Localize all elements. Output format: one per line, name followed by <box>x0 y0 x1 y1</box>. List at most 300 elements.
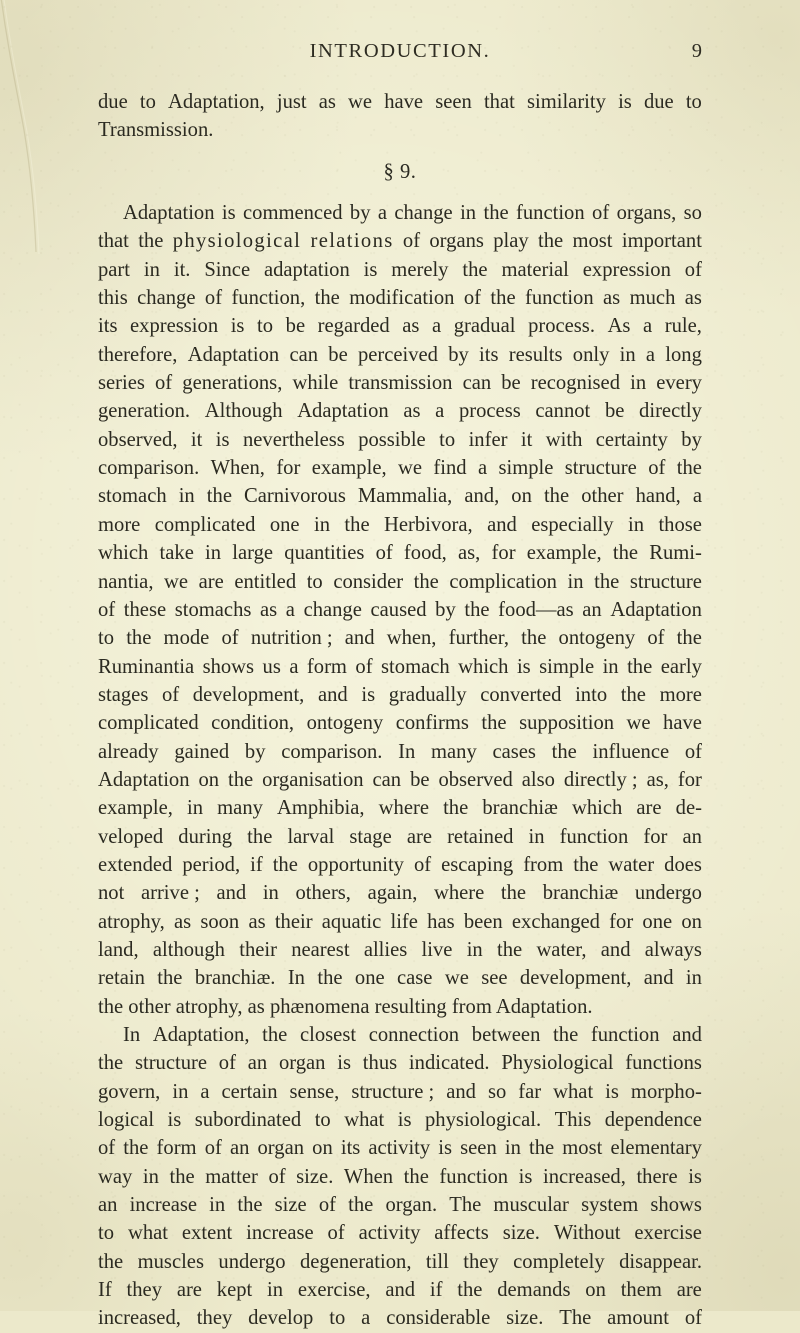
word: exercise <box>634 1222 702 1245</box>
text-line <box>98 1191 702 1219</box>
word: Adaptation <box>98 768 190 791</box>
word: many <box>217 797 263 820</box>
word: one <box>642 910 673 933</box>
word: Mammalia, <box>357 485 453 508</box>
word: in <box>685 967 702 990</box>
word: the <box>98 1250 124 1273</box>
word: between <box>471 1024 541 1046</box>
word: simple <box>498 457 554 480</box>
word: and <box>344 627 375 650</box>
word: to <box>306 570 323 593</box>
word: development, <box>192 683 305 706</box>
word: Although <box>204 400 283 423</box>
word: recognised <box>530 372 620 395</box>
word: it <box>520 428 533 451</box>
word: one <box>269 513 300 536</box>
text-line <box>98 794 702 822</box>
word: entitled <box>234 570 297 593</box>
text-line <box>98 227 702 255</box>
word: aquatic <box>321 910 382 933</box>
text-line <box>98 511 702 539</box>
word: live <box>421 938 453 961</box>
word: is <box>361 683 376 706</box>
word: seen <box>435 91 472 113</box>
word: Since <box>204 258 251 281</box>
text-line <box>98 596 702 624</box>
text-line <box>98 312 702 340</box>
word: for <box>643 825 668 848</box>
word: of <box>648 457 666 480</box>
word: If <box>98 1279 112 1302</box>
word: comparison. <box>98 457 200 480</box>
word: to <box>98 1222 115 1245</box>
word: case <box>397 967 433 990</box>
text-line <box>98 1248 702 1276</box>
word: stomachs <box>174 598 252 621</box>
word: In <box>287 967 305 990</box>
word: matter <box>205 1165 258 1188</box>
word: the <box>262 1024 288 1046</box>
text-line: the other atrophy, as phænomena resulting from Adaptation. <box>98 995 593 1018</box>
word: in <box>528 825 545 848</box>
word: complication <box>449 570 557 593</box>
word: When, <box>210 457 265 480</box>
word: on <box>681 910 702 933</box>
word: be <box>328 343 348 366</box>
word: change <box>394 202 453 225</box>
word: of <box>221 627 239 650</box>
word: is <box>605 1080 619 1103</box>
word: till <box>425 1250 449 1273</box>
word: gained <box>174 740 230 763</box>
text-line <box>98 199 702 227</box>
word: although <box>152 938 225 961</box>
text-line <box>98 284 702 312</box>
word: as, <box>458 542 481 565</box>
word: de- <box>675 797 702 820</box>
word: of <box>684 740 702 763</box>
word: exchanged <box>511 910 600 933</box>
word: extent <box>181 1222 233 1245</box>
word: does <box>664 853 702 876</box>
text-line <box>98 766 702 794</box>
paragraph <box>98 199 702 1021</box>
word: certain <box>221 1080 278 1103</box>
text-line <box>98 964 702 992</box>
word: elementary <box>610 1137 702 1160</box>
word: what <box>344 1109 385 1132</box>
word: results <box>508 343 563 366</box>
word: of <box>355 655 373 678</box>
word: for <box>609 910 634 933</box>
text-line <box>98 823 702 851</box>
word: atrophy, <box>98 910 165 933</box>
word: long <box>665 343 702 366</box>
word: always <box>644 938 702 961</box>
word: we <box>397 457 422 480</box>
word: a <box>477 457 488 480</box>
word: and <box>317 683 348 706</box>
word: the <box>521 627 547 650</box>
word: sense, <box>289 1080 340 1103</box>
word: life <box>390 910 418 933</box>
word: early <box>660 655 702 678</box>
text-line <box>98 681 702 709</box>
word: on <box>585 1279 606 1302</box>
word: only <box>572 343 610 366</box>
word: can <box>462 372 492 395</box>
text-line <box>98 1219 702 1247</box>
word: therefore, <box>98 343 178 366</box>
word: as <box>402 315 420 338</box>
word: mode <box>163 627 210 650</box>
word: be <box>285 315 306 338</box>
word: further, <box>448 627 509 650</box>
word: complicated <box>154 513 256 536</box>
word: the <box>123 1137 149 1160</box>
word: most <box>572 230 613 253</box>
word: example, <box>311 457 387 480</box>
text-line <box>98 653 702 681</box>
text-line <box>98 88 702 116</box>
word: organ <box>278 1052 326 1075</box>
text-line <box>98 851 702 879</box>
word: the <box>497 938 523 961</box>
word: just <box>276 91 307 113</box>
word: transmission <box>348 372 453 395</box>
word: the <box>676 627 702 650</box>
word: a <box>285 598 295 621</box>
word: most <box>562 1137 603 1160</box>
word: due <box>643 91 674 113</box>
word: caused <box>370 598 427 621</box>
word: When <box>343 1165 394 1188</box>
word: similarity <box>526 91 606 113</box>
text-line <box>98 936 702 964</box>
word: as <box>603 287 621 310</box>
word: of <box>327 1222 345 1245</box>
word: in <box>172 1080 189 1103</box>
word: Ruminantia <box>98 655 195 678</box>
word: the <box>500 882 527 905</box>
word: system <box>581 1194 639 1217</box>
word: part <box>98 258 131 281</box>
word: an <box>682 825 702 848</box>
word: they <box>463 1250 499 1273</box>
word: of <box>98 1137 116 1160</box>
word: due <box>98 91 128 113</box>
word: to <box>314 1109 331 1132</box>
word: converted <box>480 683 562 706</box>
word: food, <box>403 542 447 565</box>
word: what <box>553 1080 594 1103</box>
word: the <box>247 825 273 848</box>
word: size. <box>506 1307 544 1330</box>
word: govern, <box>98 1080 161 1103</box>
word: In <box>123 1024 141 1046</box>
word: of <box>684 1307 702 1330</box>
text-line <box>98 1134 702 1162</box>
word: function <box>439 1165 509 1188</box>
word: structure <box>134 1052 208 1075</box>
word: which <box>458 655 509 678</box>
word: already <box>98 740 159 763</box>
word: regarded <box>317 315 390 338</box>
word: to <box>257 315 274 338</box>
word: in <box>205 542 222 565</box>
word: the <box>443 797 469 820</box>
word: degeneration, <box>299 1250 412 1273</box>
word: those <box>658 513 702 536</box>
word: we <box>348 91 373 113</box>
word: when, <box>386 627 437 650</box>
word: function <box>559 825 629 848</box>
word: observed, <box>98 428 178 451</box>
word: way <box>98 1165 133 1188</box>
word: where <box>433 882 485 905</box>
word: modification <box>349 287 455 310</box>
word: function <box>525 287 594 310</box>
running-head-title: INTRODUCTION. <box>309 40 491 62</box>
word: they <box>196 1307 233 1330</box>
word: so <box>683 202 702 225</box>
word: is <box>215 428 230 451</box>
word: ontogeny <box>558 627 636 650</box>
word: we <box>164 570 189 593</box>
word: it <box>190 428 203 451</box>
word: of <box>155 372 173 395</box>
word: the <box>413 570 439 593</box>
word: for <box>491 542 516 565</box>
word: water, <box>536 938 587 961</box>
word: the <box>490 287 516 310</box>
word: the <box>612 542 639 565</box>
word: gradually <box>388 683 467 706</box>
word: to <box>98 627 115 650</box>
word: while <box>292 372 339 395</box>
word: as <box>403 400 421 423</box>
word: Carnivorous <box>244 485 346 508</box>
word: this <box>98 287 128 310</box>
word: nantia, <box>98 570 154 593</box>
word: undergo <box>634 882 702 905</box>
word: the <box>481 712 507 735</box>
word: Herbivora, <box>384 513 473 536</box>
word: escaping <box>441 853 514 876</box>
word: and <box>600 938 631 961</box>
word: is <box>221 202 236 225</box>
word: a <box>643 315 653 338</box>
word: the <box>169 1165 195 1188</box>
word: process <box>458 400 521 423</box>
word: far <box>518 1080 542 1103</box>
word: of <box>268 1165 286 1188</box>
word: commenced <box>243 202 343 225</box>
word: to <box>439 428 456 451</box>
word: an <box>98 1194 118 1217</box>
word: a <box>377 202 387 225</box>
word: of <box>318 1194 336 1217</box>
word: into <box>575 683 608 706</box>
word: organisation <box>262 768 364 791</box>
word: in <box>460 202 477 225</box>
word: the <box>314 287 340 310</box>
word: and <box>216 882 247 905</box>
word: directly <box>639 400 702 423</box>
word: consider <box>333 570 404 593</box>
word: Adaptation, <box>152 1024 250 1046</box>
word: their <box>239 938 277 961</box>
text-line <box>98 908 702 936</box>
word: also <box>521 768 555 791</box>
word: in <box>313 513 330 536</box>
word: in <box>143 258 160 281</box>
word: a <box>200 1080 210 1103</box>
word: muscles <box>137 1250 204 1273</box>
word: of <box>463 287 482 310</box>
word: shows <box>202 655 255 678</box>
word: cannot <box>535 400 591 423</box>
word: is <box>363 258 378 281</box>
word: land, <box>98 938 139 961</box>
word: as <box>248 910 266 933</box>
word: the <box>228 768 254 791</box>
word: is <box>618 91 632 113</box>
word: increased, <box>542 1165 626 1188</box>
word: nearest <box>291 938 350 961</box>
word: logical <box>98 1109 155 1132</box>
word: adaptation <box>263 258 350 281</box>
word: a <box>645 343 656 366</box>
text-line <box>98 1276 702 1304</box>
word: larval <box>287 825 335 848</box>
word: of <box>204 287 223 310</box>
text-line <box>98 1021 702 1049</box>
word: example, <box>98 797 173 820</box>
word: the <box>206 485 232 508</box>
word: branchiæ. <box>194 967 276 990</box>
text-line <box>98 256 702 284</box>
word: in <box>504 1137 521 1160</box>
word: seen <box>460 1137 497 1160</box>
word: in <box>630 372 647 395</box>
word: important <box>621 230 702 253</box>
word: Without <box>553 1222 621 1245</box>
word: these <box>123 598 167 621</box>
paragraph <box>98 88 702 145</box>
word: the <box>457 1279 483 1302</box>
word: comparison. <box>281 740 383 763</box>
word: are <box>406 825 432 848</box>
word: and <box>487 513 517 536</box>
word: for <box>677 768 702 791</box>
word: of <box>161 683 180 706</box>
word: large <box>232 542 274 565</box>
text-line <box>98 1049 702 1077</box>
word: undergo <box>218 1250 286 1273</box>
word: and <box>446 1080 476 1103</box>
word: confirms <box>395 712 469 735</box>
word: This <box>554 1109 592 1132</box>
word: and <box>672 1024 702 1046</box>
word: relations <box>310 230 394 253</box>
word: organ. <box>385 1194 438 1217</box>
word: more <box>659 683 702 706</box>
word: play <box>493 230 529 253</box>
text-line <box>98 1163 702 1191</box>
word: possible <box>358 428 426 451</box>
word: a <box>432 315 442 338</box>
word: certainty <box>595 428 668 451</box>
word: not <box>98 882 125 905</box>
word: process. <box>528 315 595 338</box>
word: is <box>518 1165 533 1188</box>
word: in <box>466 938 483 961</box>
word: on <box>312 1137 333 1160</box>
word: of <box>375 542 393 565</box>
word: the <box>126 627 152 650</box>
word: size. <box>296 1165 334 1188</box>
word: arrive ; <box>140 882 200 905</box>
word: in <box>187 797 204 820</box>
word: be <box>604 400 625 423</box>
word: to <box>685 91 702 113</box>
word: a <box>692 485 702 508</box>
word: branchiæ <box>542 882 619 905</box>
word: veloped <box>98 825 164 848</box>
word: subordinated <box>194 1109 302 1132</box>
text-block <box>98 88 702 1333</box>
word: closest <box>300 1024 357 1046</box>
word: which <box>98 542 149 565</box>
word: change <box>303 598 362 621</box>
word: them <box>620 1279 662 1302</box>
word: the <box>529 1137 555 1160</box>
word: as <box>260 598 278 621</box>
word: others, <box>295 882 351 905</box>
word: find <box>433 457 467 480</box>
word: it. <box>173 258 191 281</box>
word: nevertheless <box>242 428 345 451</box>
word: an <box>247 1052 268 1075</box>
word: a <box>435 400 445 423</box>
word: a <box>289 655 299 678</box>
word: structure ; <box>351 1080 435 1103</box>
word: function <box>590 1024 660 1046</box>
word: by <box>681 428 702 451</box>
word: as <box>684 287 702 310</box>
word: be <box>410 768 430 791</box>
word: gradual <box>453 315 516 338</box>
word: where <box>378 797 429 820</box>
word: dependence <box>604 1109 702 1132</box>
word: that <box>483 91 515 113</box>
word: to <box>139 91 156 113</box>
word: stomach <box>381 655 450 678</box>
word: affects <box>434 1222 489 1245</box>
word: its <box>340 1137 361 1160</box>
word: been <box>463 910 503 933</box>
text-line <box>98 738 702 766</box>
word: to <box>329 1307 346 1330</box>
word: connection <box>368 1024 460 1046</box>
word: its <box>98 315 118 338</box>
word: the <box>483 202 509 225</box>
word: muscular <box>493 1194 569 1217</box>
text-line <box>98 397 702 425</box>
word: is <box>167 1109 182 1132</box>
word: The <box>559 1307 592 1330</box>
